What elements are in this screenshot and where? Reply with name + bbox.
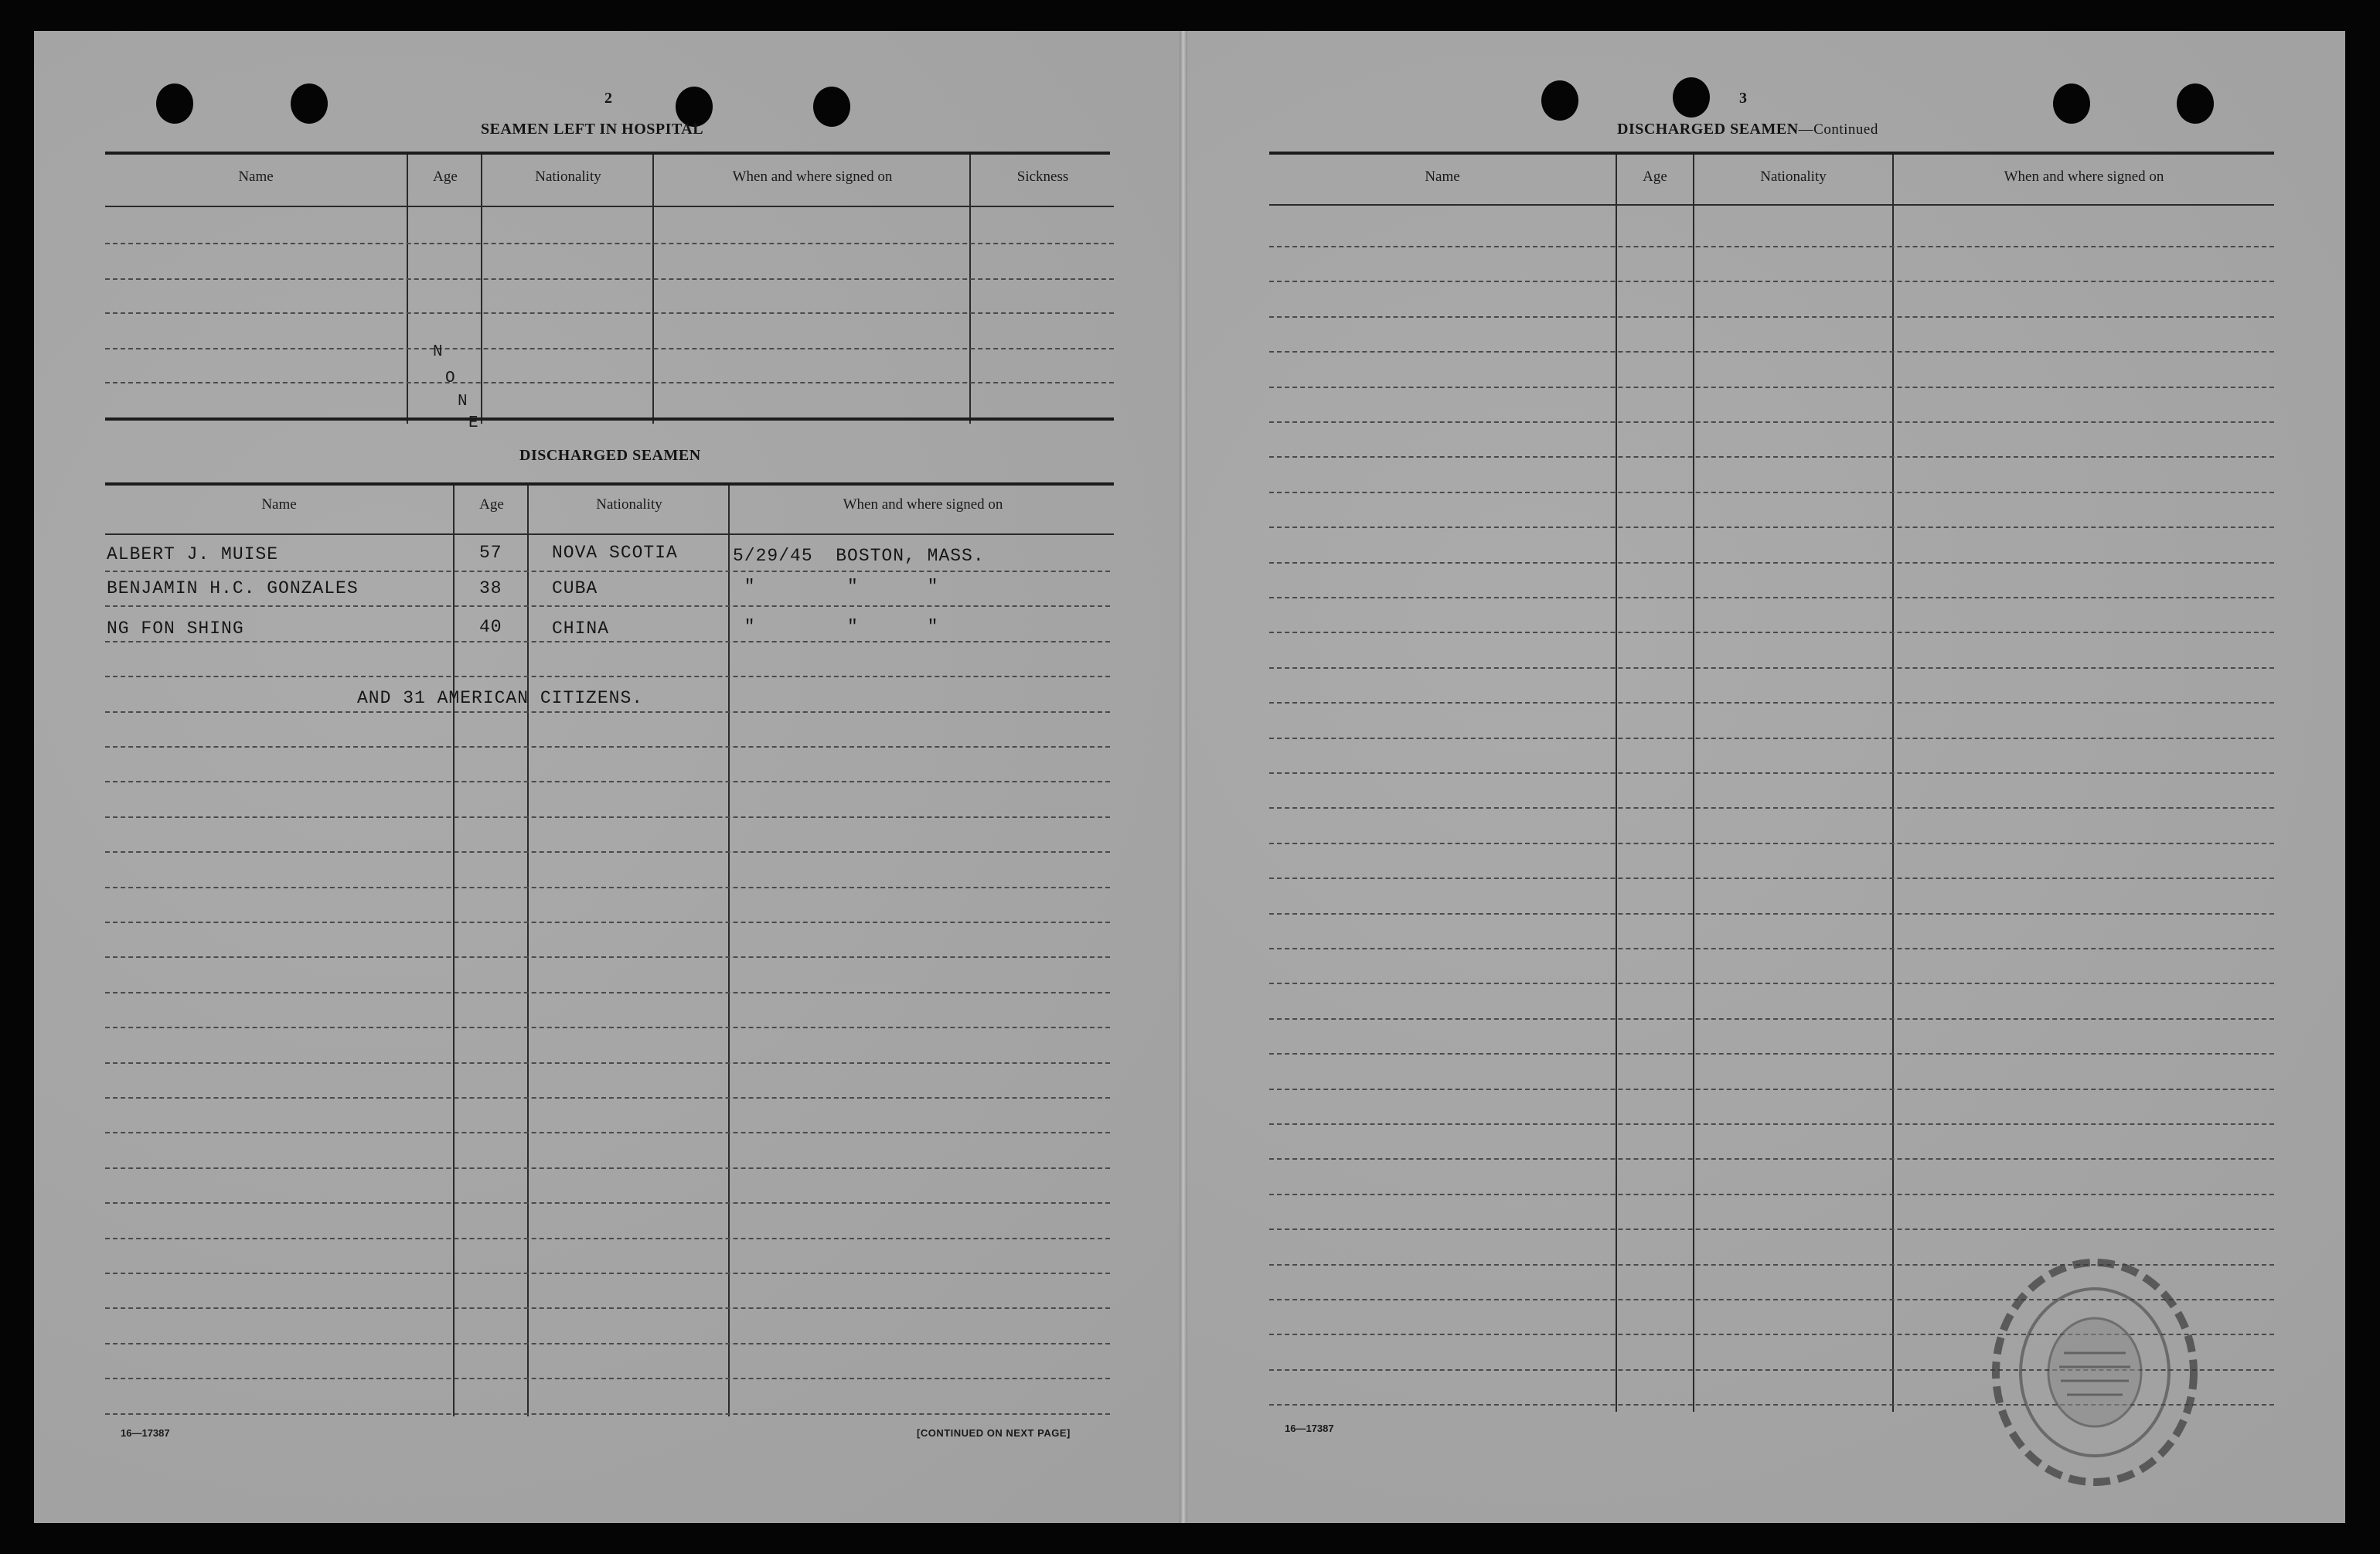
row-rule [1269,351,2274,353]
hospital-header-rule [105,206,1114,207]
discharged-col-divider [453,486,455,1416]
row-rule [105,676,1110,677]
row-rule [1269,456,2274,458]
row-rule [105,571,1110,572]
row-rule [105,1413,1110,1415]
punch-hole [291,83,328,124]
row-rule [105,746,1110,748]
right-col-name: Name [1425,169,1460,185]
row-rule [105,1167,1110,1169]
punch-hole [156,83,193,124]
row-rule [105,956,1110,958]
row-rule [1269,948,2274,949]
row-rule [1269,1018,2274,1020]
row-rule [1269,1194,2274,1195]
form-number: 16—17387 [1285,1423,1334,1434]
row-rule [1269,772,2274,774]
row-rule [105,605,1110,607]
row-rule [105,1307,1110,1309]
punch-hole [2177,83,2214,124]
row-rule [105,781,1110,782]
seaman-name: NG FON SHING [107,619,244,639]
hospital-row-rule [105,278,1114,280]
form-number: 16—17387 [121,1427,170,1439]
seaman-name: ALBERT J. MUISE [107,544,279,564]
discharged-continued-suffix: —Continued [1798,121,1878,138]
right-col-divider [1892,155,1894,1412]
row-rule [105,1273,1110,1274]
seaman-signed-on: 5/29/45 BOSTON, MASS. [733,546,985,566]
postmark-stamp [1979,1245,2211,1492]
row-rule [105,992,1110,993]
hospital-col-signed-on: When and where signed on [732,169,893,185]
right-col-nationality: Nationality [1760,169,1827,185]
punch-hole [1673,77,1710,118]
hospital-col-sickness: Sickness [1016,169,1069,185]
row-rule [1269,1053,2274,1055]
row-rule [105,641,1110,642]
hospital-row-rule [105,382,1114,383]
none-letter: N [433,343,443,361]
hospital-col-nationality: Nationality [535,169,601,185]
discharged-col-nationality: Nationality [596,496,662,513]
discharged-col-name: Name [261,496,297,513]
none-letter: N [458,393,468,411]
row-rule [105,816,1110,818]
page-number: 3 [1739,90,1747,107]
page-fold [1180,31,1187,1523]
hospital-col-name: Name [238,169,274,185]
none-letter: O [445,370,455,387]
row-rule [1269,527,2274,528]
row-rule [1269,281,2274,282]
page-number: 2 [604,90,612,107]
discharged-continued-title-main: DISCHARGED SEAMEN [1617,121,1799,138]
seaman-nationality: NOVA SCOTIA [552,543,678,563]
discharged-col-divider [728,486,730,1416]
row-rule [105,851,1110,853]
continued-note: [CONTINUED ON NEXT PAGE] [917,1427,1071,1439]
row-rule [1269,492,2274,493]
row-rule [1269,562,2274,564]
row-rule [1269,1123,2274,1125]
discharged-top-rule [105,482,1114,486]
row-rule [1269,421,2274,423]
seaman-signed-on: " " " [733,577,939,597]
none-letter: E [468,414,478,432]
seaman-age: 57 [479,543,502,563]
discharged-continued-title [1617,121,1878,138]
citizens-note: AND 31 AMERICAN CITIZENS. [357,688,644,708]
row-rule [1269,913,2274,915]
punch-hole [2053,83,2090,124]
left-page [34,31,1183,1523]
row-rule [1269,807,2274,809]
discharged-col-signed-on: When and where signed on [843,496,1003,513]
hospital-row-rule [105,243,1114,244]
right-col-divider [1693,155,1694,1412]
hospital-row-rule [105,348,1114,349]
row-rule [105,1097,1110,1099]
row-rule [1269,702,2274,704]
row-rule [1269,738,2274,739]
seaman-nationality: CHINA [552,619,610,639]
right-col-divider [1616,155,1617,1412]
row-rule [1269,246,2274,247]
row-rule [105,1062,1110,1064]
row-rule [105,1132,1110,1133]
row-rule [105,887,1110,888]
row-rule [105,1202,1110,1204]
hospital-row-rule [105,312,1114,314]
row-rule [105,1378,1110,1379]
hospital-col-age: Age [433,169,458,185]
row-rule [1269,878,2274,879]
seaman-signed-on: " " " [733,617,939,637]
hospital-bottom-rule [105,417,1114,421]
row-rule [105,1343,1110,1344]
right-header-rule [1269,204,2274,206]
row-rule [1269,667,2274,669]
hospital-section-title: SEAMEN LEFT IN HOSPITAL [481,121,704,138]
row-rule [105,1238,1110,1239]
seaman-nationality: CUBA [552,578,598,598]
row-rule [1269,1158,2274,1160]
row-rule [1269,843,2274,844]
seaman-age: 38 [479,578,502,598]
row-rule [1269,983,2274,984]
seaman-name: BENJAMIN H.C. GONZALES [107,578,359,598]
discharged-section-title: DISCHARGED SEAMEN [519,447,701,464]
row-rule [105,711,1110,713]
hospital-top-rule [105,152,1110,155]
right-col-age: Age [1643,169,1667,185]
right-col-signed-on: When and where signed on [2004,169,2164,185]
seaman-age: 40 [479,617,502,637]
row-rule [1269,632,2274,633]
discharged-col-divider [527,486,529,1416]
row-rule [1269,1229,2274,1230]
discharged-header-rule [105,533,1114,535]
row-rule [105,922,1110,923]
punch-hole [1541,80,1578,121]
right-top-rule [1269,152,2274,155]
row-rule [1269,1089,2274,1090]
row-rule [105,1027,1110,1028]
row-rule [1269,316,2274,318]
punch-hole [813,87,850,127]
discharged-col-age: Age [479,496,504,513]
row-rule [1269,387,2274,388]
row-rule [1269,597,2274,598]
